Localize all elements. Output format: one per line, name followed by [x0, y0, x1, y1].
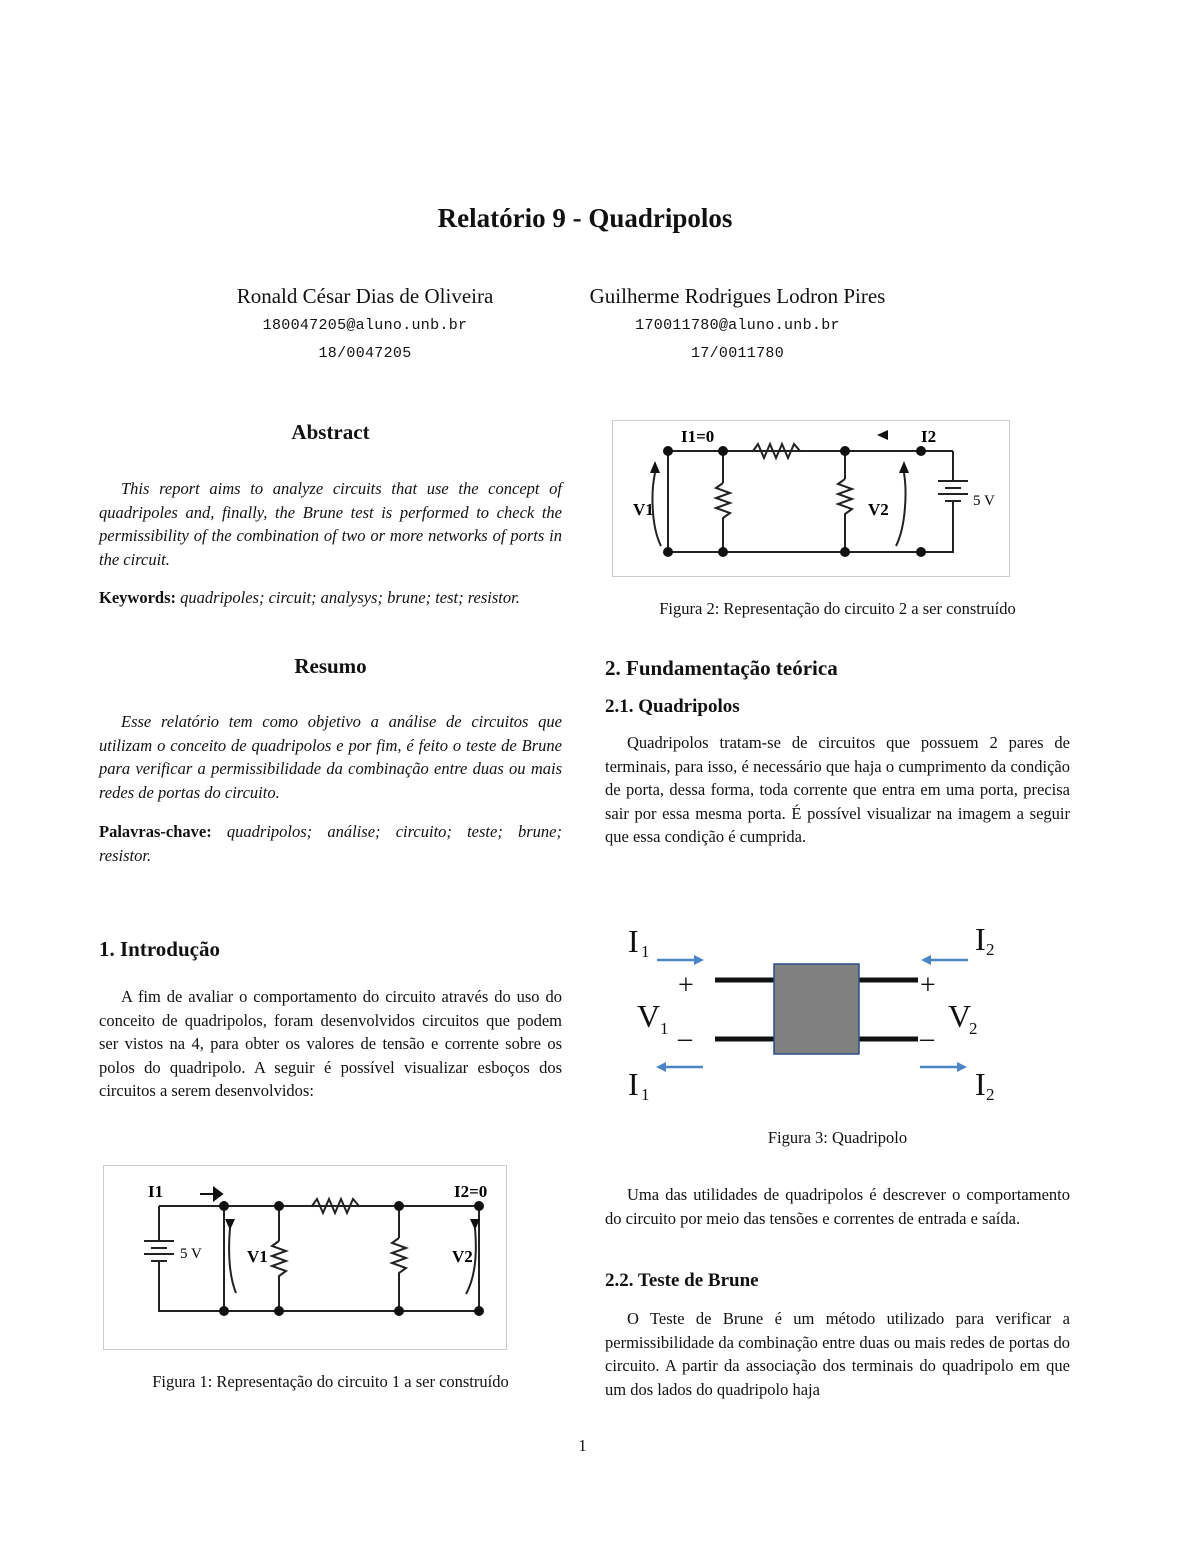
- quad-v2-sub: 2: [969, 1019, 978, 1038]
- fig2-i2-label: I2: [921, 427, 937, 446]
- quad-plus-right: +: [920, 970, 936, 1001]
- fig2-v2-label: V2: [868, 500, 889, 519]
- figure-3-quadripole: [620, 912, 1030, 1107]
- quad-i2-top-sub: 2: [986, 940, 995, 959]
- subsection-quadripolos-text-2: Uma das utilidades de quadripolos é descrever o comportamento do circuito por meio das tensões e correntes de entrada e saída.: [605, 1185, 1070, 1228]
- abstract-keywords: [99, 586, 562, 610]
- figure-1-caption: Figura 1: Representação do circuito 1 a ser construído: [152, 1372, 509, 1391]
- subsection-brune-heading: 2.2. Teste de Brune: [605, 1270, 759, 1291]
- quad-i2-top-letter: I: [975, 921, 986, 957]
- page-title: Relatório 9 - Quadripolos: [437, 203, 733, 233]
- circuit-2-diagram: [613, 421, 1009, 576]
- subsection-quadripolos-heading: 2.1. Quadripolos: [605, 696, 740, 717]
- section-introducao-heading: 1. Introdução: [99, 937, 220, 961]
- author-2-name: Guilherme Rodrigues Lodron Pires: [589, 284, 886, 308]
- resumo-keywords: [99, 820, 562, 867]
- palavras-chave-label: Palavras-chave:: [99, 822, 212, 841]
- quad-i1-bottom-letter: I: [628, 1066, 639, 1102]
- figure-2-circuit: [612, 420, 1010, 577]
- quad-minus-right: –: [920, 1023, 934, 1054]
- quad-i1-bottom-sub: 1: [641, 1085, 650, 1104]
- fig1-i2-label: I2=0: [454, 1182, 488, 1201]
- fig2-i1-label: I1=0: [681, 427, 715, 446]
- quad-i1-top-sub: 1: [641, 942, 650, 961]
- keywords-text: quadripoles; circuit; analysys; brune; test; resistor.: [180, 588, 520, 607]
- resumo-heading: Resumo: [294, 654, 367, 678]
- page-number: 1: [578, 1436, 587, 1455]
- quad-v1-letter: V: [637, 998, 661, 1034]
- section-fundamentacao-heading: 2. Fundamentação teórica: [605, 656, 838, 680]
- quad-i1-top-letter: I: [628, 923, 639, 959]
- fig1-v2-label: V2: [452, 1247, 473, 1266]
- abstract-heading: Abstract: [291, 420, 370, 444]
- fig2-v1-label: V1: [633, 500, 654, 519]
- fig1-source-label: 5 V: [180, 1246, 202, 1262]
- quad-i2-bottom-letter: I: [975, 1066, 986, 1102]
- quad-v1-sub: 1: [660, 1019, 669, 1038]
- quad-plus-left: +: [678, 970, 694, 1001]
- figure-3-caption: Figura 3: Quadripolo: [767, 1128, 908, 1147]
- circuit-1-diagram: [104, 1166, 506, 1349]
- palavras-chave-text: quadripolos; análise; circuito; teste; brune; resistor.: [99, 822, 562, 865]
- fig2-source-label: 5 V: [973, 493, 995, 509]
- quad-i2-bottom-sub: 2: [986, 1085, 995, 1104]
- fig1-i1-label: I1: [148, 1182, 164, 1201]
- author-1-name: Ronald César Dias de Oliveira: [236, 284, 494, 308]
- quad-v2-letter: V: [948, 998, 972, 1034]
- author-2-id: 17/0011780: [690, 345, 784, 362]
- section-introducao-text: A fim de avaliar o comportamento do circuito através do uso do conceito de quadripolos, foram desenvolvidos circuitos que podem ser vistos na 4, para obter os valores de tensão e corrente sobre os polos do quadripolo. A seguir é possível visualizar esboços dos circuitos a serem desenvolvidos:: [99, 987, 562, 1100]
- keywords-label: Keywords:: [99, 588, 176, 607]
- quadripole-box: [774, 964, 859, 1054]
- fig1-v1-label: V1: [247, 1247, 268, 1266]
- author-2-email: 170011780@aluno.unb.br: [635, 317, 840, 334]
- figure-1-circuit: [103, 1165, 507, 1350]
- quad-minus-left: –: [678, 1023, 692, 1054]
- figure-2-caption: Figura 2: Representação do circuito 2 a ser construído: [659, 599, 1016, 618]
- author-1-id: 18/0047205: [318, 345, 412, 362]
- quadripole-diagram: [620, 912, 1030, 1107]
- author-1-email: 180047205@aluno.unb.br: [262, 317, 468, 334]
- abstract-text: This report aims to analyze circuits that use the concept of quadripoles and, finally, the Brune test is performed to check the permissibility of the combination of two or more networks of ports in the circuit.: [99, 479, 562, 569]
- resumo-text: Esse relatório tem como objetivo a análise de circuitos que utilizam o conceito de quadripolos e por fim, é feito o teste de Brune para verificar a permissibilidade da combinação entre duas ou mais redes de portas do circuito.: [99, 712, 562, 802]
- subsection-brune-text: O Teste de Brune é um método utilizado para verificar a permissibilidade da combinação entre duas ou mais redes de portas do circuito. A partir da associação dos terminais do quadripolo em que um dos lados do quadripolo haja: [605, 1309, 1070, 1399]
- subsection-quadripolos-text: Quadripolos tratam-se de circuitos que possuem 2 pares de terminais, para isso, é necessário que haja o cumprimento da condição de porta, dessa forma, toda corrente que entra em uma porta, precisa sair por essa mesma porta. É possível visualizar na imagem a seguir que essa condição é cumprida.: [605, 733, 1070, 846]
